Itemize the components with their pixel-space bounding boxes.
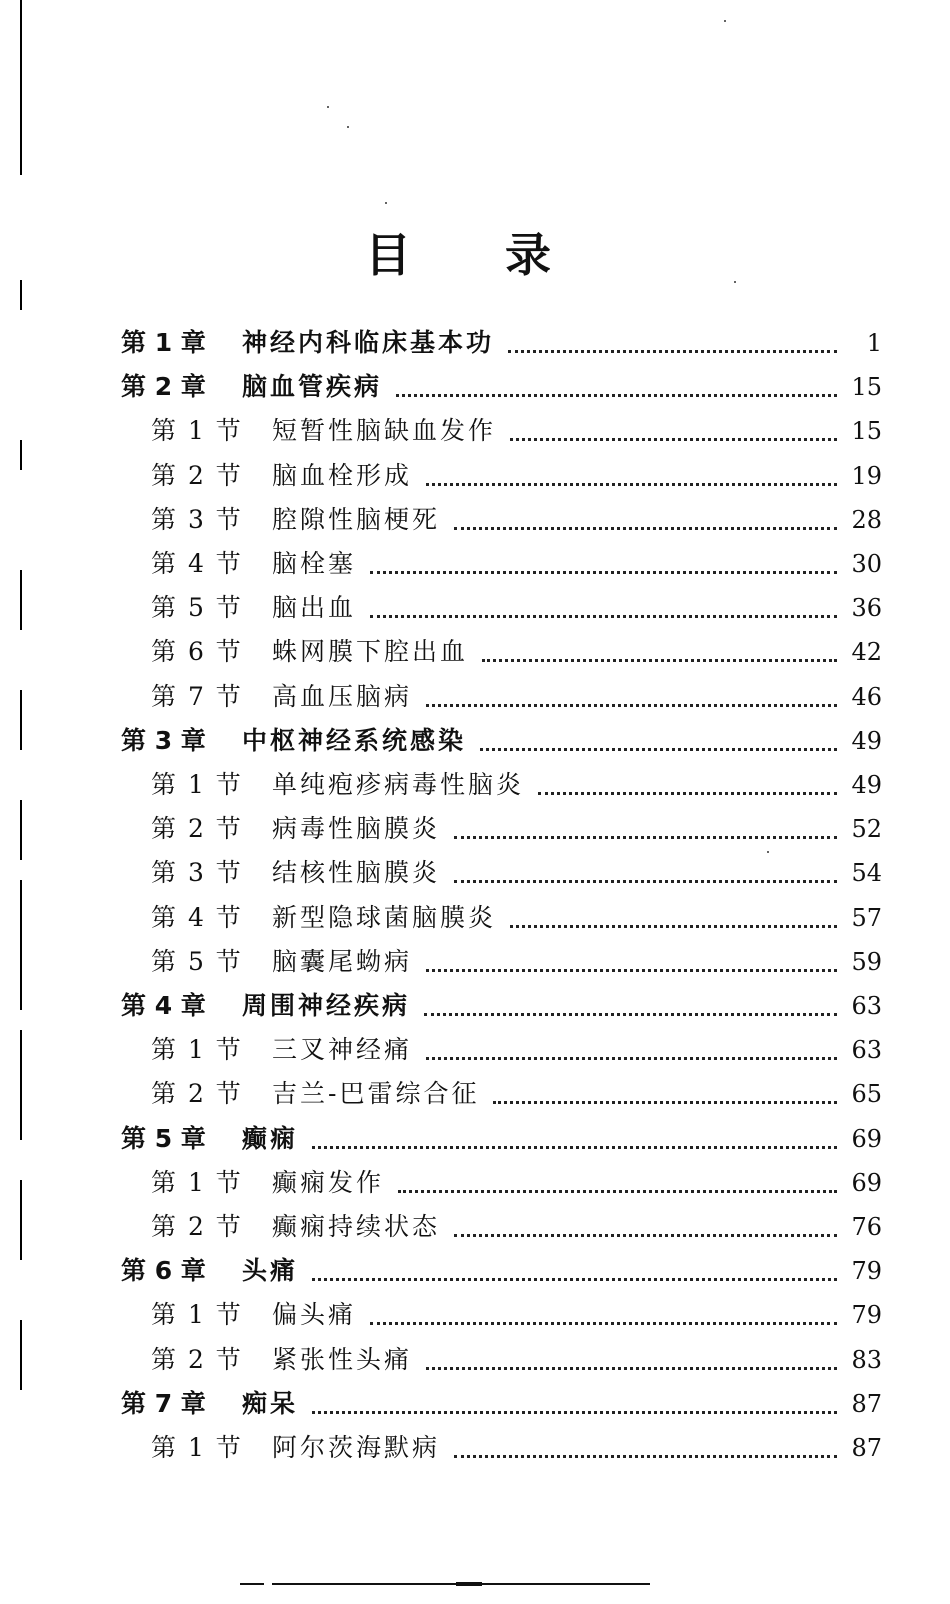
toc-dot-leader [370, 571, 837, 574]
toc-section-number: 第 2 节 [151, 1212, 243, 1241]
toc-section-number: 第 2 节 [151, 460, 243, 490]
toc-dot-leader [454, 880, 837, 883]
toc-chapter-number: 第 7 章 [121, 1388, 206, 1418]
toc-dot-leader [312, 1278, 837, 1281]
toc-section-row [0, 409, 950, 453]
toc-dot-leader [312, 1146, 837, 1149]
toc-section-row [0, 896, 950, 940]
toc-dot-leader [312, 1411, 837, 1414]
toc-chapter-title: 神经内科临床基本功 [242, 328, 495, 357]
toc-section-number: 第 3 节 [151, 858, 243, 888]
toc-page-number: 42 [851, 638, 882, 667]
toc-section-title: 结核性脑膜炎 [272, 858, 441, 888]
toc-page-number: 15 [851, 417, 882, 446]
toc-section-row [0, 763, 950, 807]
toc-dot-leader [510, 925, 837, 928]
toc-section-title: 脑囊尾蚴病 [272, 946, 413, 976]
toc-dot-leader [493, 1101, 837, 1104]
toc-section-row [0, 851, 950, 895]
toc-page-number: 76 [851, 1213, 882, 1241]
toc-page-number: 19 [851, 461, 882, 490]
toc-section-number: 第 1 节 [151, 1300, 243, 1330]
toc-page-number: 59 [851, 947, 882, 976]
toc-page-number: 69 [851, 1124, 882, 1153]
toc-section-title: 高血压脑病 [272, 681, 413, 711]
toc-chapter-title: 头痛 [242, 1256, 299, 1286]
toc-section-row [0, 1293, 950, 1337]
toc-dot-leader [396, 394, 837, 397]
toc-dot-leader [426, 1367, 837, 1370]
toc-dot-leader [426, 1057, 837, 1060]
toc-page-number: 30 [851, 550, 882, 578]
toc-chapter-number: 第 6 章 [121, 1256, 206, 1286]
toc-dot-leader [426, 483, 837, 486]
toc-section-row [0, 1338, 950, 1382]
toc-chapter-row [0, 1117, 950, 1161]
toc-chapter-title: 癫痫 [242, 1123, 299, 1153]
toc-section-title: 单纯疱疹病毒性脑炎 [272, 770, 525, 799]
toc-section-row [0, 454, 950, 498]
toc-page-number: 49 [851, 771, 882, 799]
toc-section-title: 癫痫持续状态 [272, 1212, 441, 1241]
footer-rule [456, 1582, 482, 1586]
toc-page-number: 15 [851, 373, 882, 402]
toc-page-number: 57 [851, 903, 882, 932]
toc-section-title: 偏头痛 [272, 1300, 357, 1330]
toc-page-number: 65 [851, 1080, 882, 1109]
toc-page-number: 63 [851, 1036, 882, 1065]
toc-section-number: 第 4 节 [151, 902, 243, 932]
toc-section-number: 第 2 节 [151, 1344, 243, 1374]
toc-section-title: 脑出血 [272, 593, 357, 623]
toc-dot-leader [480, 748, 837, 751]
toc-section-title: 三叉神经痛 [272, 1035, 413, 1065]
toc-section-title: 蛛网膜下腔出血 [272, 637, 469, 667]
toc-chapter-row [0, 1382, 950, 1426]
footer-rule [240, 1583, 264, 1585]
toc-section-row [0, 675, 950, 719]
toc-chapter-title: 痴呆 [242, 1388, 299, 1418]
toc-chapter-number: 第 2 章 [121, 372, 206, 402]
toc-section-row [0, 1161, 950, 1205]
toc-section-number: 第 1 节 [151, 416, 243, 446]
toc-page-number: 83 [851, 1345, 882, 1374]
scan-speck [327, 106, 329, 108]
toc-section-number: 第 1 节 [151, 1433, 243, 1462]
toc-chapter-number: 第 5 章 [121, 1123, 206, 1153]
toc-page-number: 87 [851, 1389, 882, 1418]
toc-section-title: 脑栓塞 [272, 549, 357, 578]
toc-section-row [0, 586, 950, 630]
toc-page-number: 52 [851, 815, 882, 844]
toc-dot-leader [454, 1455, 837, 1458]
toc-dot-leader [398, 1190, 837, 1193]
toc-section-title: 紧张性头痛 [272, 1344, 413, 1374]
toc-section-number: 第 3 节 [151, 504, 243, 534]
toc-chapter-row [0, 984, 950, 1028]
toc-section-title: 吉兰-巴雷综合征 [272, 1079, 480, 1109]
toc-dot-leader [510, 438, 837, 441]
toc-chapter-number: 第 4 章 [121, 991, 206, 1020]
toc-page-number: 54 [851, 859, 882, 888]
toc-section-number: 第 2 节 [151, 814, 243, 844]
toc-section-row [0, 630, 950, 674]
toc-dot-leader [482, 659, 837, 662]
toc-page-number: 79 [851, 1301, 882, 1330]
toc-section-row [0, 1072, 950, 1116]
toc-dot-leader [426, 969, 837, 972]
toc-dot-leader [538, 792, 837, 795]
toc-section-title: 短暂性脑缺血发作 [272, 416, 497, 446]
toc-section-number: 第 1 节 [151, 1035, 243, 1065]
toc-chapter-title: 脑血管疾病 [242, 372, 383, 402]
toc-section-number: 第 2 节 [151, 1079, 243, 1109]
toc-dot-leader [454, 836, 837, 839]
toc-chapter-title: 中枢神经系统感染 [242, 725, 467, 755]
toc-page-number: 1 [866, 329, 882, 357]
toc-section-title: 新型隐球菌脑膜炎 [272, 902, 497, 932]
scan-speck [385, 202, 387, 204]
toc-chapter-row [0, 365, 950, 409]
toc-section-number: 第 4 节 [151, 549, 243, 578]
toc-section-title: 病毒性脑膜炎 [272, 814, 441, 844]
toc-chapter-title: 周围神经疾病 [242, 991, 411, 1020]
toc-section-number: 第 5 节 [151, 946, 243, 976]
toc-section-row [0, 542, 950, 586]
toc-chapter-row [0, 321, 950, 365]
toc-chapter-row [0, 1249, 950, 1293]
toc-dot-leader [426, 704, 837, 707]
scan-speck [724, 20, 726, 22]
toc-section-row [0, 498, 950, 542]
toc-page-number: 79 [851, 1257, 882, 1286]
toc-dot-leader [370, 615, 837, 618]
toc-dot-leader [454, 1234, 837, 1237]
toc-page-number: 46 [851, 682, 882, 711]
toc-section-row [0, 940, 950, 984]
toc-section-title: 癫痫发作 [272, 1167, 385, 1197]
page-title: 目录 [365, 228, 645, 282]
toc-section-number: 第 5 节 [151, 593, 243, 623]
scan-speck [347, 126, 349, 128]
toc-dot-leader [454, 527, 837, 530]
toc-chapter-number: 第 1 章 [121, 328, 206, 357]
toc-page-number: 87 [851, 1434, 882, 1462]
toc-dot-leader [370, 1322, 837, 1325]
toc-section-row [0, 1426, 950, 1470]
toc-section-title: 阿尔茨海默病 [272, 1433, 441, 1462]
toc-section-row [0, 1205, 950, 1249]
toc-section-title: 脑血栓形成 [272, 460, 413, 490]
toc-page-number: 28 [851, 505, 882, 534]
toc-section-number: 第 6 节 [151, 637, 243, 667]
toc-chapter-row [0, 719, 950, 763]
toc-section-number: 第 1 节 [151, 1167, 243, 1197]
toc-dot-leader [508, 350, 837, 353]
toc-section-number: 第 7 节 [151, 681, 243, 711]
toc-page-number: 63 [851, 992, 882, 1020]
toc-page-number: 69 [851, 1168, 882, 1197]
toc-section-number: 第 1 节 [151, 770, 243, 799]
toc-page-number: 36 [851, 594, 882, 623]
scan-edge-mark [20, 0, 22, 175]
toc-chapter-number: 第 3 章 [121, 725, 206, 755]
toc-section-row [0, 807, 950, 851]
toc-dot-leader [424, 1013, 837, 1016]
toc-section-row [0, 1028, 950, 1072]
toc-page-number: 49 [851, 726, 882, 755]
toc-section-title: 腔隙性脑梗死 [272, 504, 441, 534]
